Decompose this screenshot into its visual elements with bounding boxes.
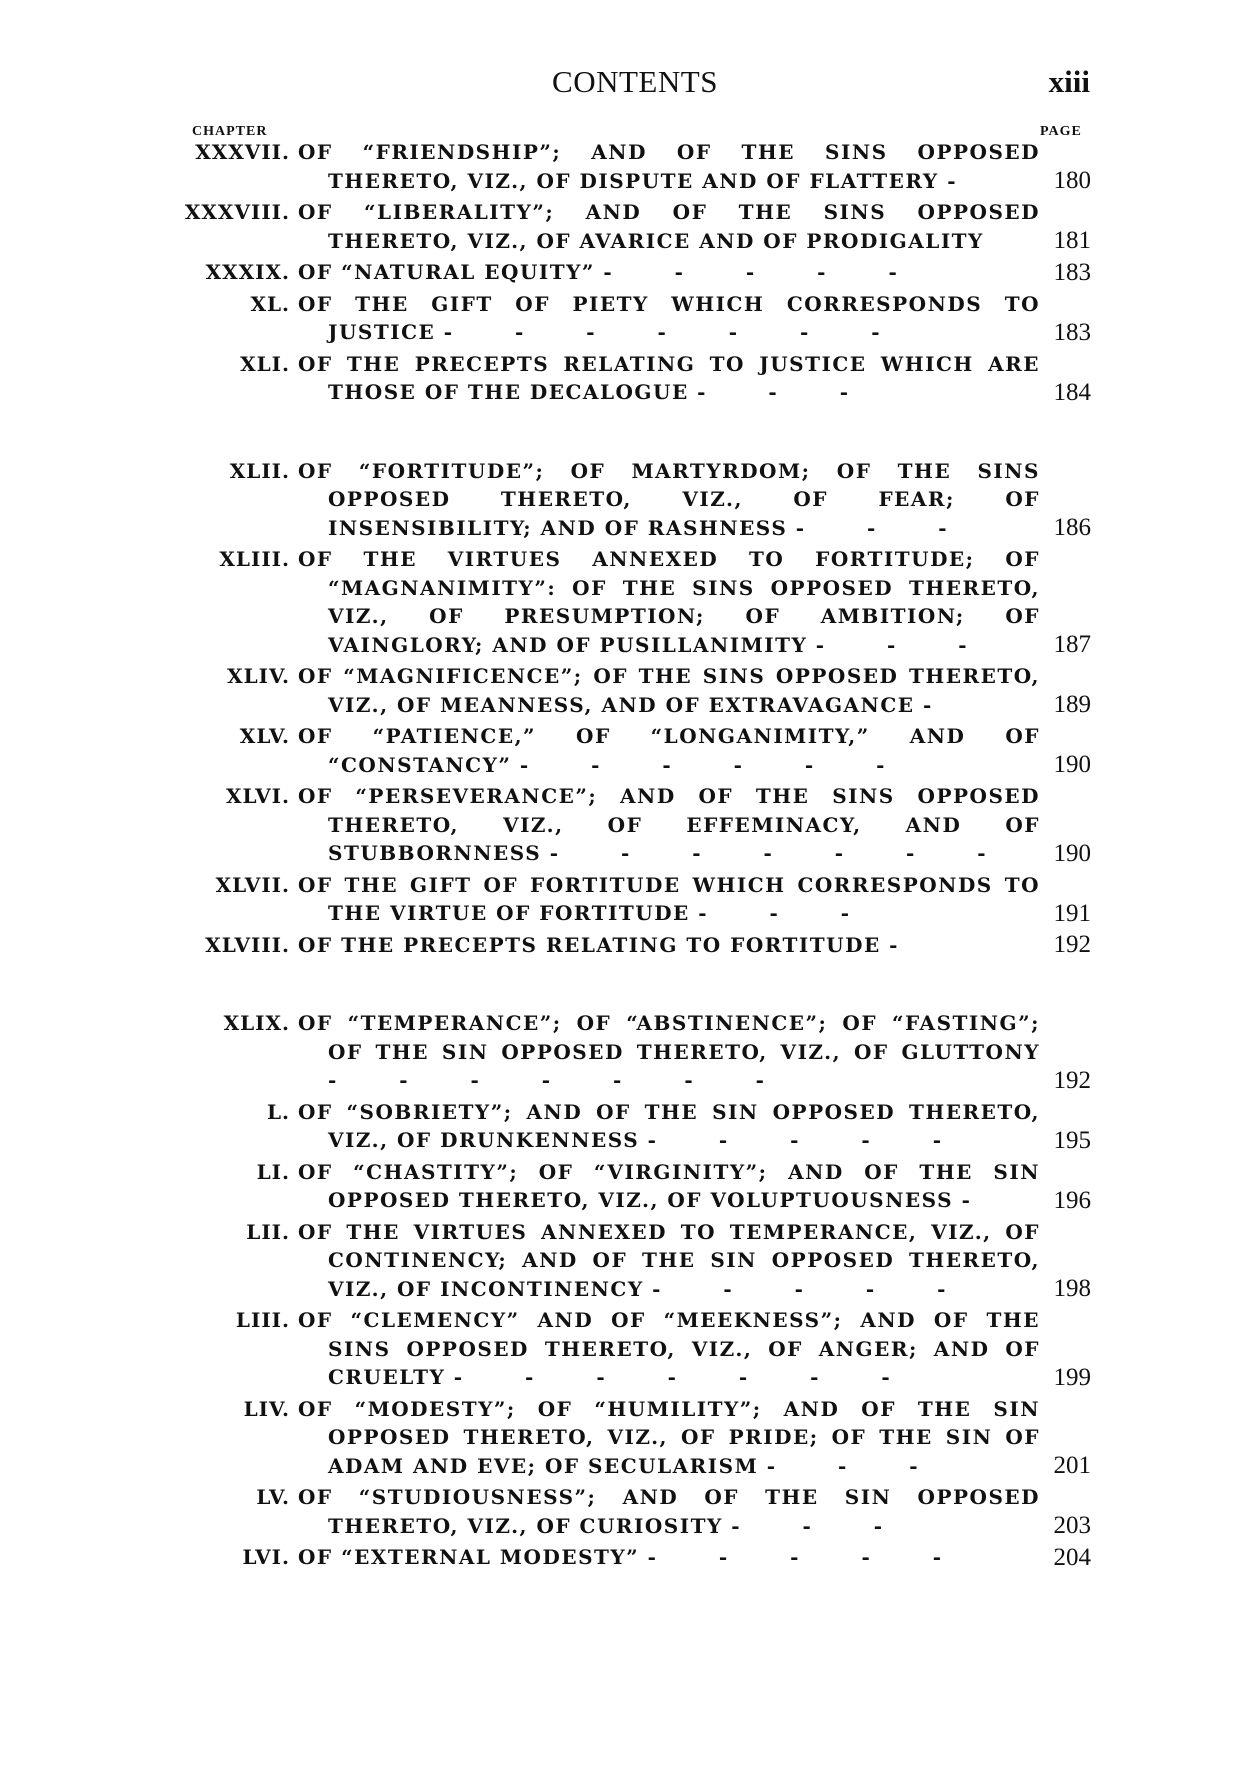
chapter-title-text: OF “NATURAL EQUITY” xyxy=(298,260,595,284)
dot-leaders: - - - xyxy=(698,901,878,925)
chapter-number: XLIII. xyxy=(219,547,290,571)
chapter-title-text: OF THE PRECEPTS RELATING TO JUSTICE WHICH ARE THOSE OF THE DECALOGUE xyxy=(298,351,1040,404)
toc-entry xyxy=(0,1098,1259,1155)
toc-entry xyxy=(0,1158,1259,1215)
dot-leaders: - - - xyxy=(697,380,876,404)
page-number: 204 xyxy=(1053,1543,1091,1571)
toc-entry xyxy=(0,782,1259,868)
page-number: 186 xyxy=(1053,514,1091,541)
chapter-title xyxy=(298,198,1040,255)
chapter-title-text: OF “SOBRIETY”; AND OF THE SIN OPPOSED THERETO, VIZ., OF DRUNKENNESS xyxy=(298,1099,1040,1152)
chapter-title-text: OF THE VIRTUES ANNEXED TO FORTITUDE; OF “MAGNANIMITY”: OF THE SINS OPPOSED THERETO, VIZ., OF PRESUMPTION; OF AMBITION; OF VAINGLORY; AND OF PUSILLANIMITY xyxy=(298,547,1040,657)
chapter-title xyxy=(298,457,1040,543)
page-number: 203 xyxy=(1053,1512,1091,1539)
dot-leaders: - - - xyxy=(766,1453,946,1478)
chapter-number: LV. xyxy=(256,1485,290,1509)
page-number: 191 xyxy=(1053,899,1091,927)
dot-leaders: - xyxy=(947,168,984,193)
chapter-number: LII. xyxy=(246,1219,290,1244)
page-number: 190 xyxy=(1053,751,1091,778)
chapter-title xyxy=(298,662,1040,719)
dot-leaders: - xyxy=(889,932,926,957)
dot-leaders: - - - - - - - xyxy=(549,841,1014,865)
dot-leaders: - - - - - - - xyxy=(443,320,908,344)
toc-entry xyxy=(0,662,1259,719)
page-number: 183 xyxy=(1053,258,1091,286)
page-number: 199 xyxy=(1053,1363,1091,1391)
chapter-number: XLIX. xyxy=(223,1011,290,1035)
chapter-title-text: OF “EXTERNAL MODESTY” xyxy=(298,1545,640,1569)
chapter-number: XLVII. xyxy=(215,872,290,897)
chapter-number: XLI. xyxy=(240,351,290,376)
chapter-title xyxy=(298,1158,1040,1215)
dot-leaders: - - - - - xyxy=(603,260,925,284)
page-number: 187 xyxy=(1053,631,1091,658)
chapter-title xyxy=(298,258,1040,287)
chapter-title xyxy=(298,1009,1040,1095)
chapter-title-text: OF “CLEMENCY” AND OF “MEEKNESS”; AND OF THE SINS OPPOSED THERETO, VIZ., OF ANGER; AND OF CRUELTY xyxy=(298,1308,1040,1389)
chapter-title xyxy=(298,931,1040,960)
chapter-number: XLV. xyxy=(239,724,290,748)
chapter-number: XL. xyxy=(250,291,290,316)
toc-entry xyxy=(0,1395,1259,1481)
contents-list xyxy=(0,138,1259,1575)
chapter-title xyxy=(298,1543,1040,1572)
toc-entry xyxy=(0,198,1259,255)
dot-leaders: - - - - - - - xyxy=(453,1365,918,1389)
chapter-title xyxy=(298,1306,1040,1392)
dot-leaders: - - - - - - - xyxy=(328,1068,792,1092)
chapter-title-text: OF “STUDIOUSNESS”; AND OF THE SIN OPPOSED THERETO, VIZ., OF CURIOSITY xyxy=(298,1485,1040,1538)
chapter-title-text: OF “PATIENCE,” OF “LONGANIMITY,” AND OF “CONSTANCY” xyxy=(298,724,1040,777)
page-number: 192 xyxy=(1053,1066,1091,1094)
chapter-title-text: OF “FRIENDSHIP”; AND OF THE SINS OPPOSED THERETO, VIZ., OF DISPUTE AND OF FLATTERY xyxy=(298,140,1040,193)
chapter-title-text: OF “CHASTITY”; OF “VIRGINITY”; AND OF THE SIN OPPOSED THERETO, VIZ., OF VOLUPTUOUSNESS xyxy=(298,1159,1040,1212)
page-number: 189 xyxy=(1053,691,1091,718)
chapter-number: LIII. xyxy=(235,1308,290,1332)
page-number: 184 xyxy=(1053,378,1091,406)
chapter-title-text: OF “MAGNIFICENCE”; OF THE SINS OPPOSED THERETO, VIZ., OF MEANNESS, AND OF EXTRAVAGANCE xyxy=(298,664,1040,717)
chapter-title xyxy=(298,1395,1040,1481)
toc-entry xyxy=(0,138,1259,195)
toc-entry xyxy=(0,1306,1259,1392)
page-title: CONTENTS xyxy=(552,64,718,99)
chapter-number: LIV. xyxy=(243,1396,290,1421)
toc-entry xyxy=(0,722,1259,779)
chapter-column-header: CHAPTER xyxy=(192,124,268,139)
chapter-number: XLVI. xyxy=(225,784,290,808)
chapter-number: XXXVII. xyxy=(195,140,290,164)
page-number: 180 xyxy=(1053,167,1091,194)
chapter-title-text: OF THE GIFT OF PIETY WHICH CORRESPONDS TO JUSTICE xyxy=(298,291,1040,344)
toc-entry xyxy=(0,1543,1259,1572)
chapter-title-text: OF “TEMPERANCE”; OF “ABSTINENCE”; OF “FASTING”; OF THE SIN OPPOSED THERETO, VIZ., OF GLUTTONY xyxy=(298,1011,1040,1064)
chapter-number: LI. xyxy=(256,1159,290,1184)
chapter-title xyxy=(298,545,1040,659)
dot-leaders: - xyxy=(922,692,960,717)
toc-entry xyxy=(0,931,1259,960)
chapter-title-text: OF THE VIRTUES ANNEXED TO TEMPERANCE, VIZ., OF CONTINENCY; AND OF THE SIN OPPOSED THERETO, VIZ., OF INCONTINENCY xyxy=(298,1219,1040,1301)
page-number: 183 xyxy=(1053,318,1091,346)
chapter-title xyxy=(298,871,1040,928)
toc-entry xyxy=(0,1009,1259,1095)
chapter-number: L. xyxy=(266,1099,290,1124)
chapter-title-text: OF “LIBERALITY”; AND OF THE SINS OPPOSED THERETO, VIZ., OF AVARICE AND OF PRODIGALITY xyxy=(298,200,1040,253)
page-number: 196 xyxy=(1053,1186,1091,1214)
page-column-header: PAGE xyxy=(1040,124,1082,139)
chapter-number: XXXVIII. xyxy=(184,200,290,224)
chapter-title xyxy=(298,1218,1040,1304)
toc-entry xyxy=(0,457,1259,543)
chapter-title xyxy=(298,782,1040,868)
chapter-title xyxy=(298,138,1040,195)
page-number: 192 xyxy=(1053,931,1091,958)
chapter-title-text: OF THE PRECEPTS RELATING TO FORTITUDE xyxy=(298,932,881,957)
dot-leaders: - - - - - - xyxy=(519,752,913,777)
chapter-title xyxy=(298,1483,1040,1540)
toc-entry xyxy=(0,258,1259,287)
chapter-number: XXXIX. xyxy=(205,260,290,284)
toc-entry xyxy=(0,290,1259,347)
dot-leaders: - - - xyxy=(815,632,995,657)
chapter-number: XLII. xyxy=(229,458,290,483)
toc-entry xyxy=(0,545,1259,659)
chapter-title-text: OF “FORTITUDE”; OF MARTYRDOM; OF THE SINS OPPOSED THERETO, VIZ., OF FEAR; OF INSENSIBILITY; AND OF RASHNESS xyxy=(298,458,1040,540)
chapter-title-text: OF “PERSEVERANCE”; AND OF THE SINS OPPOSED THERETO, VIZ., OF EFFEMINACY, AND OF STUBBORNNESS xyxy=(298,784,1040,865)
dot-leaders: - - - - - xyxy=(652,1276,974,1301)
dot-leaders: - - - xyxy=(731,1513,911,1538)
chapter-title-text: OF THE GIFT OF FORTITUDE WHICH CORRESPONDS TO THE VIRTUE OF FORTITUDE xyxy=(298,872,1040,925)
dot-leaders: - - - - - xyxy=(647,1545,970,1569)
dot-leaders: - xyxy=(961,1188,998,1212)
chapter-title xyxy=(298,290,1040,347)
folio-number: xiii xyxy=(1048,64,1090,99)
toc-entry xyxy=(0,871,1259,928)
page-number: 195 xyxy=(1053,1126,1091,1154)
toc-entry xyxy=(0,350,1259,407)
page-number: 190 xyxy=(1053,839,1091,867)
chapter-title xyxy=(298,350,1040,407)
chapter-title xyxy=(298,722,1040,779)
running-header xyxy=(0,64,1259,104)
page-number: 201 xyxy=(1053,1452,1091,1479)
toc-entry xyxy=(0,1483,1259,1540)
page-number: 181 xyxy=(1053,227,1091,254)
chapter-title xyxy=(298,1098,1040,1155)
chapter-number: LVI. xyxy=(242,1545,290,1569)
dot-leaders: - - - - - xyxy=(647,1128,969,1152)
page-number: 198 xyxy=(1053,1275,1091,1302)
chapter-number: XLVIII. xyxy=(205,932,290,957)
dot-leaders: - - - xyxy=(795,515,975,540)
chapter-number: XLIV. xyxy=(227,664,290,688)
toc-entry xyxy=(0,1218,1259,1304)
chapter-title-text: OF “MODESTY”; OF “HUMILITY”; AND OF THE SIN OPPOSED THERETO, VIZ., OF PRIDE; OF THE SIN OF ADAM AND EVE; OF SECULARISM xyxy=(298,1396,1040,1478)
